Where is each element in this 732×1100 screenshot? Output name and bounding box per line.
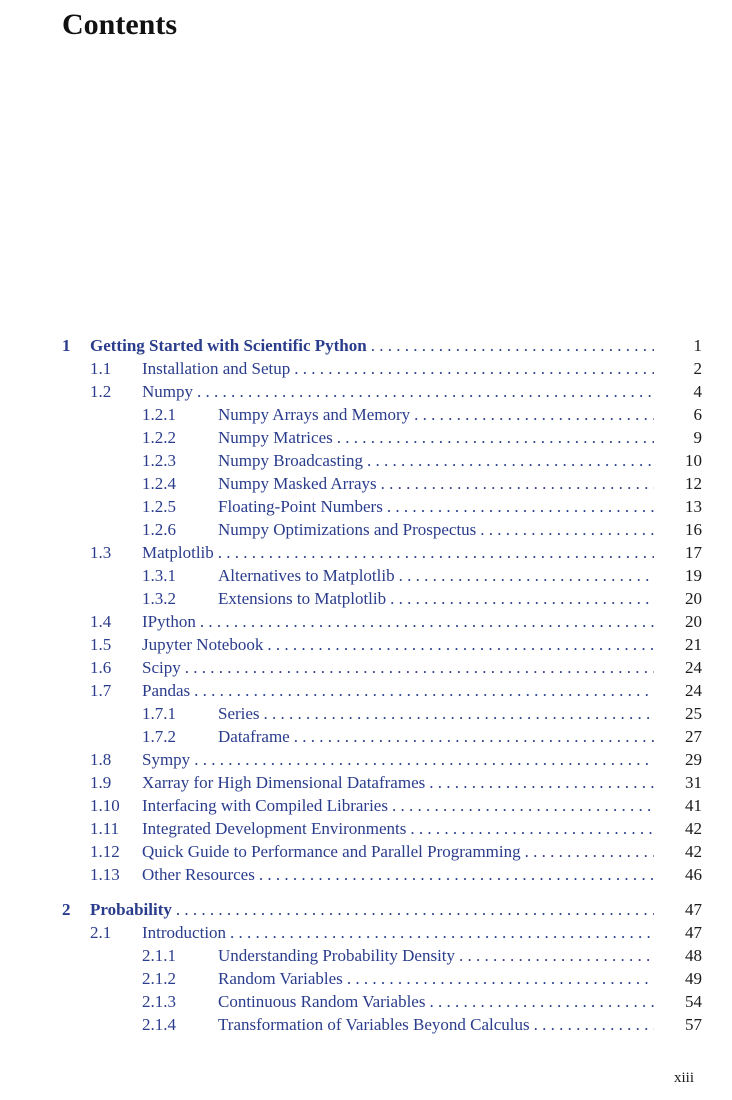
toc-entry-page: 19 [685, 566, 702, 585]
toc-entry-number: 1.4 [90, 612, 112, 631]
toc-entry-title: Numpy Matrices [218, 428, 333, 447]
toc-entry-title: Interfacing with Compiled Libraries [142, 796, 388, 815]
toc-entry-title: Getting Started with Scientific Python [90, 336, 367, 355]
toc-entry-subsection[interactable] [62, 426, 702, 449]
toc-entry-subsection[interactable] [62, 495, 702, 518]
dot-leader [414, 403, 654, 426]
toc-entry-subsection[interactable] [62, 449, 702, 472]
dot-leader [294, 357, 654, 380]
toc-entry-title: Series [218, 704, 260, 723]
dot-leader [392, 794, 654, 817]
toc-entry-page: 25 [685, 704, 702, 723]
toc-entry-number: 2.1.1 [142, 946, 176, 965]
toc-entry-number: 1.1 [90, 359, 112, 378]
toc-entry-title: Numpy [142, 382, 193, 401]
toc-entry-page: 48 [685, 946, 702, 965]
toc-entry-title: Jupyter Notebook [142, 635, 264, 654]
toc-entry-title: Scipy [142, 658, 181, 677]
toc-entry-title: Installation and Setup [142, 359, 291, 378]
toc-entry-page: 24 [685, 681, 702, 700]
toc-entry-title: Dataframe [218, 727, 290, 746]
toc-entry-section[interactable] [62, 380, 702, 403]
toc-entry-section[interactable] [62, 679, 702, 702]
dot-leader [387, 495, 654, 518]
toc-entry-title: Extensions to Matplotlib [218, 589, 387, 608]
page-title: Contents [62, 8, 178, 41]
toc-entry-title: Xarray for High Dimensional Dataframes [142, 773, 426, 792]
toc-entry-title: Pandas [142, 681, 191, 700]
dot-leader [347, 967, 654, 990]
toc-entry-number: 1.3 [90, 543, 112, 562]
toc-entry-page: 2 [693, 359, 702, 378]
toc-entry-subsection[interactable] [62, 702, 702, 725]
toc-entry-number: 2.1.2 [142, 969, 176, 988]
toc-entry-title: Sympy [142, 750, 191, 769]
dot-leader [337, 426, 654, 449]
toc-entry-page: 10 [685, 451, 702, 470]
toc-entry-subsection[interactable] [62, 944, 702, 967]
toc-entry-title: Numpy Masked Arrays [218, 474, 377, 493]
toc-entry-number: 1.5 [90, 635, 112, 654]
toc-entry-page: 24 [685, 658, 702, 677]
toc-entry-number: 2.1.3 [142, 992, 176, 1011]
toc-entry-page: 57 [685, 1015, 702, 1034]
toc-entry-title: Numpy Arrays and Memory [218, 405, 411, 424]
toc-entry-section[interactable] [62, 656, 702, 679]
toc-entry-number: 2.1.4 [142, 1015, 176, 1034]
dot-leader [230, 921, 654, 944]
toc-entry-title: Alternatives to Matplotlib [218, 566, 395, 585]
toc-entry-page: 4 [693, 382, 702, 401]
toc-entry-section[interactable] [62, 817, 702, 840]
toc-entry-number: 2.1 [90, 923, 112, 942]
toc-entry-title: Random Variables [218, 969, 343, 988]
dot-leader [480, 518, 654, 541]
toc-entry-section[interactable] [62, 610, 702, 633]
toc-entry-title: Continuous Random Variables [218, 992, 426, 1011]
page-number-folio: xiii [673, 1070, 694, 1086]
toc-entry-page: 41 [685, 796, 702, 815]
dot-leader [429, 990, 654, 1013]
toc-entry-page: 1 [693, 336, 702, 355]
toc-entry-page: 6 [693, 405, 702, 424]
toc-entry-page: 12 [685, 474, 702, 493]
dot-leader [410, 817, 654, 840]
toc-entry-title: Numpy Broadcasting [218, 451, 363, 470]
dot-leader [534, 1013, 654, 1036]
toc-entry-title: Integrated Development Environments [142, 819, 407, 838]
toc-entry-subsection[interactable] [62, 587, 702, 610]
toc-entry-number: 1.2.6 [142, 520, 176, 539]
dot-leader [381, 472, 654, 495]
toc-entry-page: 27 [685, 727, 702, 746]
toc-entry-number: 1.2.1 [142, 405, 176, 424]
toc-entry-number: 2 [62, 900, 71, 919]
toc-entry-number: 1.13 [90, 865, 120, 884]
toc-entry-subsection[interactable] [62, 518, 702, 541]
toc-entry-subsection[interactable] [62, 564, 702, 587]
toc-entry-section[interactable] [62, 863, 702, 886]
dot-leader [294, 725, 654, 748]
toc-entry-number: 1.2.3 [142, 451, 176, 470]
toc-entry-section[interactable] [62, 633, 702, 656]
dot-leader [399, 564, 654, 587]
toc-entry-page: 54 [685, 992, 702, 1011]
toc-entry-section[interactable] [62, 921, 702, 944]
toc-entry-number: 1.3.1 [142, 566, 176, 585]
toc-entry-number: 1.10 [90, 796, 120, 815]
toc-entry-page: 47 [685, 923, 702, 942]
toc-entry-title: Probability [90, 900, 172, 919]
toc-entry-section[interactable] [62, 840, 702, 863]
toc-entry-subsection[interactable] [62, 403, 702, 426]
dot-leader [267, 633, 654, 656]
toc-entry-chapter[interactable] [62, 334, 702, 357]
toc-entry-page: 9 [693, 428, 702, 447]
toc-entry-page: 29 [685, 750, 702, 769]
dot-leader [200, 610, 654, 633]
toc-entry-subsection[interactable] [62, 990, 702, 1013]
toc-entry-title: Matplotlib [142, 543, 214, 562]
dot-leader [194, 679, 654, 702]
toc-entry-number: 1.8 [90, 750, 112, 769]
toc-entry-title: IPython [142, 612, 196, 631]
toc-entry-page: 42 [685, 842, 702, 861]
dot-leader [176, 898, 654, 921]
toc-entry-chapter[interactable] [62, 898, 702, 921]
toc-entry-number: 1.7.2 [142, 727, 176, 746]
dot-leader [197, 380, 654, 403]
toc-entry-page: 49 [685, 969, 702, 988]
toc-entry-page: 17 [685, 543, 702, 562]
dot-leader [264, 702, 654, 725]
toc-entry-page: 47 [685, 900, 702, 919]
table-of-contents [62, 334, 702, 1036]
toc-entry-title: Introduction [142, 923, 227, 942]
dot-leader [429, 771, 654, 794]
toc-entry-page: 31 [685, 773, 702, 792]
toc-entry-section[interactable] [62, 357, 702, 380]
toc-entry-title: Numpy Optimizations and Prospectus [218, 520, 477, 539]
toc-entry-number: 1 [62, 336, 71, 355]
toc-entry-section[interactable] [62, 794, 702, 817]
toc-entry-number: 1.2.5 [142, 497, 176, 516]
dot-leader [259, 863, 654, 886]
toc-entry-section[interactable] [62, 771, 702, 794]
toc-entry-number: 1.7.1 [142, 704, 176, 723]
toc-entry-subsection[interactable] [62, 967, 702, 990]
toc-entry-number: 1.3.2 [142, 589, 176, 608]
toc-entry-page: 46 [685, 865, 702, 884]
dot-leader [525, 840, 654, 863]
toc-entry-section[interactable] [62, 748, 702, 771]
toc-entry-section[interactable] [62, 541, 702, 564]
toc-entry-number: 1.7 [90, 681, 112, 700]
toc-entry-subsection[interactable] [62, 725, 702, 748]
toc-entry-title: Floating-Point Numbers [218, 497, 383, 516]
toc-entry-page: 20 [685, 589, 702, 608]
toc-entry-subsection[interactable] [62, 1013, 702, 1036]
dot-leader [390, 587, 654, 610]
dot-leader [185, 656, 654, 679]
dot-leader [371, 334, 654, 357]
toc-entry-page: 20 [685, 612, 702, 631]
toc-entry-page: 42 [685, 819, 702, 838]
toc-entry-number: 1.9 [90, 773, 112, 792]
toc-entry-title: Quick Guide to Performance and Parallel Programming [142, 842, 521, 861]
toc-entry-subsection[interactable] [62, 472, 702, 495]
toc-entry-title: Understanding Probability Density [218, 946, 456, 965]
toc-entry-number: 1.2 [90, 382, 112, 401]
toc-entry-title: Transformation of Variables Beyond Calculus [218, 1015, 530, 1034]
toc-entry-page: 13 [685, 497, 702, 516]
toc-entry-title: Other Resources [142, 865, 255, 884]
dot-leader [459, 944, 654, 967]
toc-entry-number: 1.6 [90, 658, 112, 677]
dot-leader [194, 748, 654, 771]
dot-leader [218, 541, 654, 564]
toc-entry-number: 1.12 [90, 842, 120, 861]
toc-entry-page: 21 [685, 635, 702, 654]
toc-entry-page: 16 [685, 520, 702, 539]
toc-entry-number: 1.2.2 [142, 428, 176, 447]
toc-entry-number: 1.11 [90, 819, 120, 838]
toc-entry-number: 1.2.4 [142, 474, 176, 493]
dot-leader [367, 449, 654, 472]
